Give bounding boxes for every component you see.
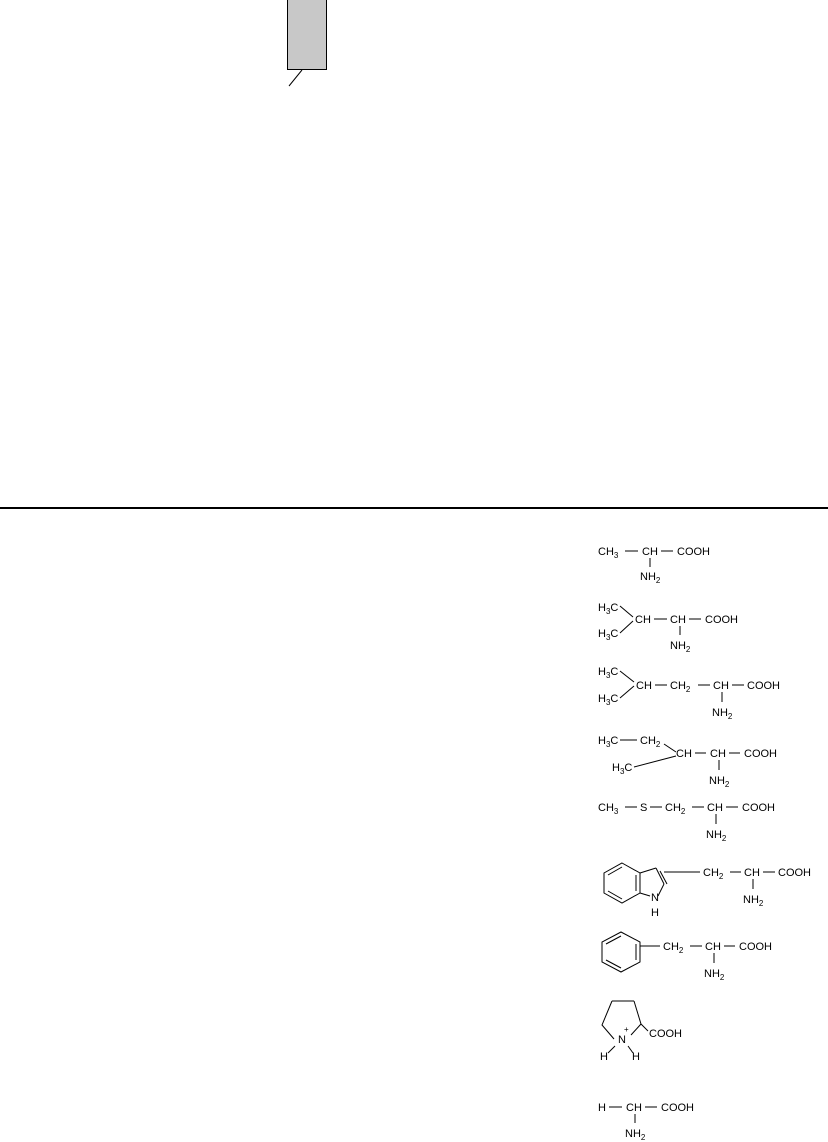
svg-text:COOH: COOH — [747, 680, 780, 692]
svg-text:H: H — [632, 1051, 640, 1063]
svg-text:CH: CH — [636, 680, 652, 692]
svg-text:CH: CH — [670, 614, 686, 626]
svg-text:CH: CH — [744, 867, 760, 879]
glycine-structure — [598, 1102, 694, 1142]
svg-text:+: + — [624, 1025, 629, 1034]
svg-text:NH2: $NH_2$ — [640, 571, 661, 585]
svg-text:COOH: COOH — [649, 1028, 682, 1040]
svg-text:CH: CH — [707, 802, 723, 814]
svg-text:H3C: $H_3C$ — [598, 693, 619, 707]
svg-text:CH2: $CH_2$ — [640, 735, 661, 749]
svg-text:CH2: $CH_2$ — [665, 802, 686, 816]
svg-text:NH2: $NH_2$ — [709, 775, 730, 789]
svg-text:CH2: $CH_2$ — [703, 867, 724, 881]
svg-text:COOH: COOH — [677, 546, 710, 558]
svg-text:H3C: $H_3C$ — [598, 666, 619, 680]
svg-text:H3C: $H_3C$ — [598, 735, 619, 749]
svg-text:COOH: COOH — [742, 802, 775, 814]
proline-structure — [600, 1001, 682, 1063]
leucine-structure — [598, 666, 780, 721]
isoleucine-structure — [598, 735, 777, 789]
svg-text:NH2: $NH_2$ — [743, 894, 764, 908]
svg-text:COOH: COOH — [705, 614, 738, 626]
svg-text:COOH: COOH — [778, 867, 811, 879]
valine-structure — [598, 602, 738, 654]
svg-text:H: H — [651, 907, 659, 919]
svg-text:CH3: $CH_3$ — [598, 546, 619, 560]
alanine-structure — [598, 546, 710, 585]
svg-text:S: S — [640, 802, 648, 814]
svg-text:H: H — [598, 1102, 606, 1114]
svg-text:CH: CH — [713, 680, 729, 692]
svg-text:H3C: $H_3C$ — [598, 628, 619, 642]
phenylalanine-structure — [602, 932, 772, 982]
svg-text:CH: CH — [642, 546, 658, 558]
svg-text:H3C: $H_3C$ — [598, 602, 619, 616]
svg-text:CH2: $CH_2$ — [663, 941, 684, 955]
methionine-structure — [598, 802, 775, 843]
tryptophan-structure — [604, 863, 811, 919]
svg-text:NH2: $NH_2$ — [712, 707, 733, 721]
svg-text:NH2: $NH_2$ — [670, 640, 691, 654]
svg-text:CH: CH — [710, 748, 726, 760]
svg-text:CH3: $CH_3$ — [598, 802, 619, 816]
svg-text:CH: CH — [705, 941, 721, 953]
svg-text:NH2: $NH_2$ — [706, 829, 727, 843]
svg-text:H: H — [600, 1051, 608, 1063]
svg-text:N: N — [651, 892, 659, 904]
svg-text:CH: CH — [635, 614, 651, 626]
svg-text:COOH: COOH — [739, 941, 772, 953]
svg-text:NH2: $NH_2$ — [704, 968, 725, 982]
svg-text:H3C: $H_3C$ — [612, 762, 633, 776]
svg-text:CH2: $CH_2$ — [670, 680, 691, 694]
svg-text:COOH: COOH — [661, 1102, 694, 1114]
svg-text:CH: CH — [626, 1102, 642, 1114]
svg-text:NH2: $NH_2$ — [625, 1128, 646, 1142]
svg-text:N: N — [618, 1034, 626, 1046]
svg-text:CH: CH — [676, 748, 692, 760]
svg-text:COOH: COOH — [744, 748, 777, 760]
